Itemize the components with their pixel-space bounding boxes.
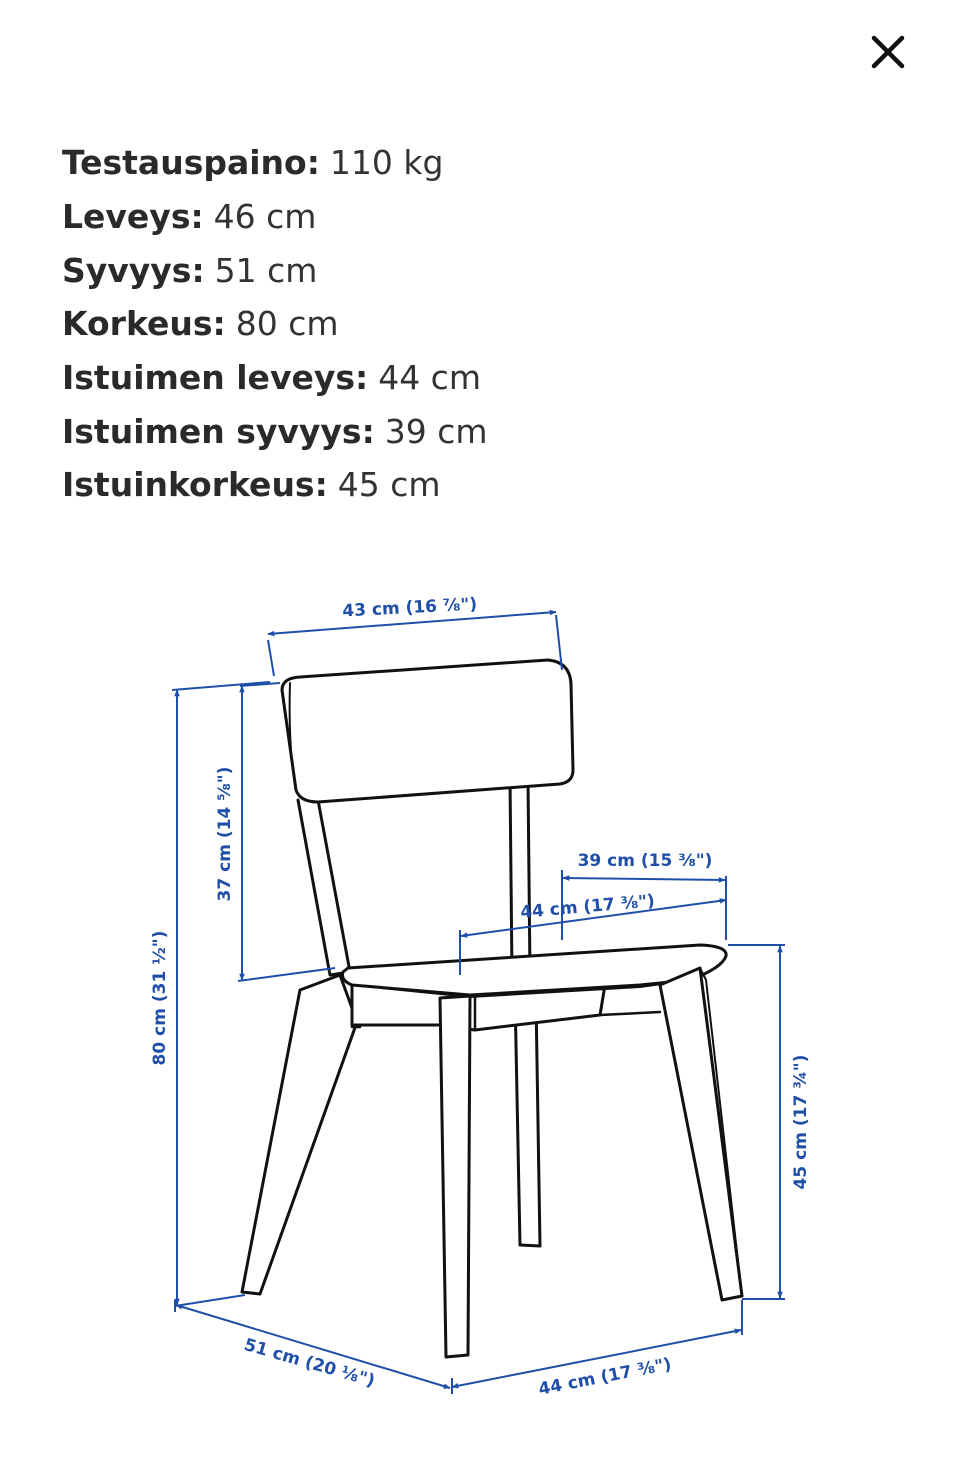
spec-row-width: Leveys : 46 cm: [62, 197, 317, 237]
backrest-panel: [282, 660, 573, 802]
spec-label: Istuinkorkeus: [62, 465, 315, 505]
label-total-height: 80 cm (31 ½"): [150, 930, 170, 1066]
spec-value: 46 cm: [213, 197, 317, 237]
spec-row-seat-depth: Istuimen syvyys : 39 cm: [62, 411, 488, 451]
back-right-leg: [515, 995, 540, 1246]
close-button[interactable]: [858, 22, 918, 82]
spec-value: 44 cm: [378, 358, 481, 398]
spec-label: Istuimen leveys: [62, 358, 355, 398]
front-right-leg: [660, 968, 742, 1300]
spec-value: 51 cm: [214, 250, 318, 290]
backrest-upright-right: [510, 780, 530, 975]
spec-row-depth: Syvyys : 51 cm: [62, 250, 318, 290]
label-seat-height: 45 cm (17 ¾"): [791, 1054, 811, 1190]
back-left-leg: [242, 975, 357, 1294]
backrest-upright-left: [298, 800, 350, 975]
spec-label: Syvyys: [62, 250, 192, 290]
spec-row-seat-width: Istuimen leveys : 44 cm: [62, 358, 481, 398]
spec-value: 80 cm: [235, 304, 339, 344]
spec-label: Korkeus: [62, 304, 213, 344]
chair-dimension-diagram: [0, 560, 960, 1457]
spec-row-seat-height: Istuinkorkeus : 45 cm: [62, 465, 441, 505]
chair-illustration: [242, 660, 742, 1357]
label-seat-width: 44 cm (17 ⅜"): [519, 891, 656, 923]
front-left-leg: [440, 996, 470, 1357]
close-icon: [870, 34, 906, 70]
spec-row-height: Korkeus : 80 cm: [62, 304, 339, 344]
spec-value: 39 cm: [384, 411, 488, 451]
spec-label: Leveys: [62, 197, 191, 237]
spec-value: 45 cm: [337, 465, 441, 505]
spec-label: Istuimen syvyys: [62, 411, 362, 451]
label-backrest-width: 43 cm (16 ⅞"): [341, 594, 478, 622]
spec-row-test-weight: Testauspaino : 110 kg: [62, 143, 444, 183]
product-specifications: [62, 136, 882, 512]
label-depth: 51 cm (20 ⅛"): [241, 1334, 377, 1392]
spec-value: 110 kg: [329, 143, 444, 183]
label-width: 44 cm (17 ⅜"): [536, 1354, 674, 1400]
spec-label: Testauspaino: [62, 143, 307, 183]
label-seat-depth: 39 cm (15 ⅜"): [577, 851, 713, 871]
label-backrest-height: 37 cm (14 ⅝"): [215, 766, 235, 902]
